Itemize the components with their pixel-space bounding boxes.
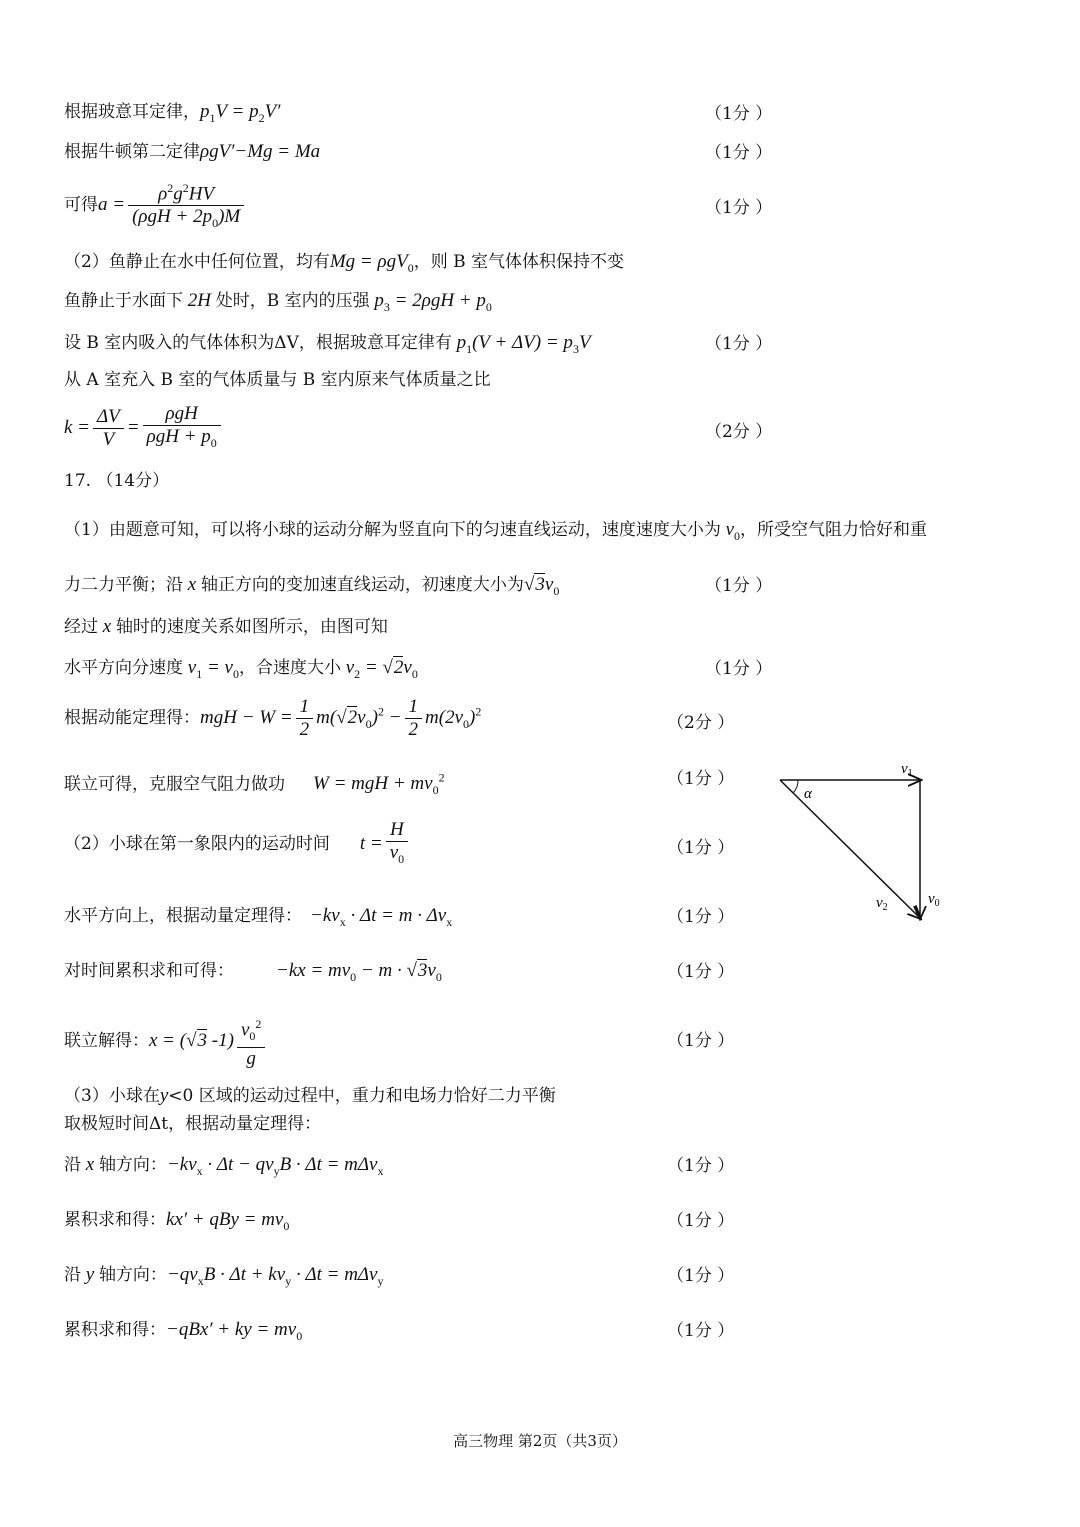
score: （1分 ） <box>705 198 773 218</box>
score: （1分 ） <box>667 907 735 927</box>
v1-label: $v_1$ <box>901 761 913 779</box>
score: （1分 ） <box>705 334 773 354</box>
mass-ratio-intro: 从 A 室充入 B 室的气体质量与 B 室内原来气体质量之比 <box>64 370 491 390</box>
q17-diagram-reference: 经过 x 轴时的速度关系如图所示，由图可知 <box>64 616 388 637</box>
q17-energy-theorem-line: 根据动能定理得：mgH − W = $\frac{1}{2}$ $m(√2v_0)^2$ − $\frac{1}{2}$ $m(2v_0)^2$ <box>64 696 482 740</box>
volume-delta-line: 设 B 室内吸入的气体体积为ΔV，根据玻意耳定律有 $p_1(V + \Delta V) = p_3V$ <box>64 332 591 356</box>
q17-work-line: 联立可得，克服空气阻力做功 W = mgH + $mv_0^2$ <box>64 771 445 798</box>
acceleration-result-line: 可得a = $\frac{\rho^2g^2HV}{(\rho gH + 2p_0)M}$ <box>64 178 247 233</box>
part2-line: （2）鱼静止在水中任何位置，均有Mg = ρgV$_0$，则 B 室气体体积保持不变 <box>64 251 625 275</box>
v0-label: $v_0$ <box>928 891 940 909</box>
q17-y-sum-line: 累积求和得：−qBx′ + ky = $mv_0$ <box>64 1319 303 1343</box>
angle-arc <box>793 780 798 793</box>
velocity-triangle-diagram <box>770 755 970 935</box>
boyle-law-line: 根据玻意耳定律，$p_1V = p_2V'$ <box>64 101 281 125</box>
q17-x-sum-line: 累积求和得：kx′ + qBy = $mv_0$ <box>64 1209 290 1233</box>
q17-x-axis-line: 沿 x 轴方向：$-kv_x \cdot \Delta t - qv_yB \cdot \Delta t = m\Delta v_x$ <box>64 1154 384 1178</box>
mass-ratio-formula: k = $\frac{\Delta V}{V}$ = $\frac{\text{ρgH}}{\rho gH + p_0}$ <box>64 404 224 453</box>
q17-part3-intro: 取极短时间Δt，根据动量定理得： <box>64 1114 322 1134</box>
angle-alpha-label: α <box>804 786 812 802</box>
score: （1分 ） <box>705 104 773 124</box>
score: （1分 ） <box>705 659 773 679</box>
page-footer: 高三物理 第2页（共3页） <box>453 1432 627 1450</box>
score: （1分 ） <box>667 962 735 982</box>
score: （1分 ） <box>667 1031 735 1051</box>
q17-part1-line1: （1）由题意可知，可以将小球的运动分解为竖直向下的匀速直线运动，速度速度大小为 $v_0$，所受空气阻力恰好和重 <box>64 519 928 543</box>
question-17-header: 17. （14分） <box>64 471 170 491</box>
q17-y-axis-line: 沿 y 轴方向：$-qv_xB \cdot \Delta t + kv_y \cdot \Delta t = m\Delta v_y$ <box>64 1264 384 1288</box>
newton-second-law-line: 根据牛顿第二定律ρgV′−Mg = Ma <box>64 141 321 162</box>
q17-momentum-line: 水平方向上，根据动量定理得： $-kv_x \cdot \Delta t = m \cdot \Delta v_x$ <box>64 905 453 929</box>
q17-solution-line: 联立解得：x = (√3 -1) $\frac{v_0^2}{g}$ <box>64 1014 268 1069</box>
v2-label: $v_2$ <box>876 895 888 913</box>
score: （2分 ） <box>667 713 735 733</box>
score: （2分 ） <box>705 422 773 442</box>
score: （1分 ） <box>705 143 773 163</box>
q17-part1-line2: 力二力平衡；沿 x 轴正方向的变加速直线运动，初速度大小为$√3v_0$ <box>64 574 560 598</box>
score: （1分 ） <box>667 1211 735 1231</box>
score: （1分 ） <box>667 1156 735 1176</box>
score: （1分 ） <box>667 1321 735 1341</box>
q17-velocity-line: 水平方向分速度 $v_1 = v_0$，合速度大小 $v_2 = √2v_0$ <box>64 657 418 681</box>
q17-part3-line: （3）小球在y<0 区域的运动过程中，重力和电场力恰好二力平衡 <box>64 1085 556 1106</box>
score: （1分 ） <box>667 1266 735 1286</box>
q17-part2-time-line: （2）小球在第一象限内的运动时间 t = $\frac{H}{v_0}$ <box>64 820 411 869</box>
score: （1分 ） <box>705 576 773 596</box>
pressure-b-line: 鱼静止于水面下 2H 处时，B 室内的压强 $p_3 = 2\rho gH + p_0$ <box>64 290 492 314</box>
q17-sum-line: 对时间累积求和可得： $-kx = mv_0 - m \cdot √3v_0$ <box>64 960 442 984</box>
score: （1分 ） <box>667 769 735 789</box>
score: （1分 ） <box>667 838 735 858</box>
v2-vector <box>780 780 920 918</box>
